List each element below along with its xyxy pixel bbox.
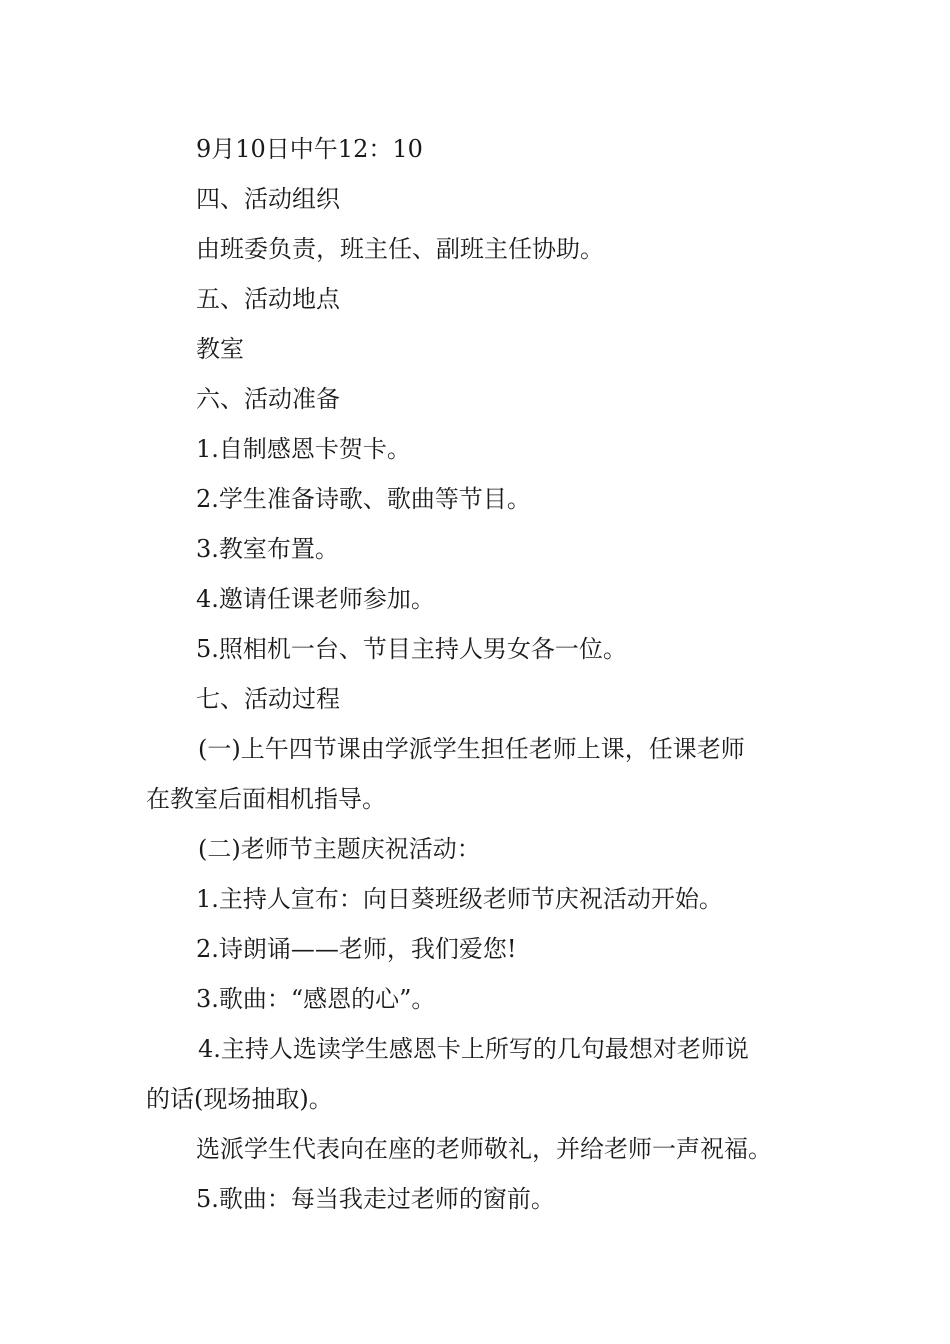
document-body bbox=[146, 124, 810, 1224]
time-line: 9月10日中午12：10 bbox=[196, 135, 423, 163]
paragraph-salute: 选派学生代表向在座的老师敬礼，并给老师一声祝福。 bbox=[196, 1135, 772, 1163]
list-item-process-4-cont: 的话(现场抽取)。 bbox=[146, 1085, 333, 1113]
list-item-process-1: 1.主持人宣布：向日葵班级老师节庆祝活动开始。 bbox=[196, 885, 723, 913]
paragraph-process-1-cont: 在教室后面相机指导。 bbox=[146, 785, 386, 813]
list-item-process-5: 5.歌曲：每当我走过老师的窗前。 bbox=[196, 1185, 555, 1213]
section-heading-process: 七、活动过程 bbox=[196, 685, 340, 713]
list-item-preparation-3: 3.教室布置。 bbox=[196, 535, 339, 563]
list-item-process-3: 3.歌曲：“感恩的心”。 bbox=[196, 985, 436, 1013]
section-heading-preparation: 六、活动准备 bbox=[196, 385, 340, 413]
list-item-preparation-5: 5.照相机一台、节目主持人男女各一位。 bbox=[196, 635, 627, 663]
paragraph-process-2: (二)老师节主题庆祝活动： bbox=[198, 835, 481, 863]
paragraph-organization: 由班委负责，班主任、副班主任协助。 bbox=[196, 235, 604, 263]
section-heading-organization: 四、活动组织 bbox=[196, 185, 340, 213]
list-item-process-4: 4.主持人选读学生感恩卡上所写的几句最想对老师说 bbox=[198, 1035, 749, 1063]
list-item-preparation-1: 1.自制感恩卡贺卡。 bbox=[196, 435, 411, 463]
list-item-preparation-2: 2.学生准备诗歌、歌曲等节目。 bbox=[196, 485, 531, 513]
paragraph-process-1: (一)上午四节课由学派学生担任老师上课，任课老师 bbox=[198, 735, 745, 763]
section-heading-location: 五、活动地点 bbox=[196, 285, 340, 313]
list-item-preparation-4: 4.邀请任课老师参加。 bbox=[196, 585, 435, 613]
list-item-process-2: 2.诗朗诵——老师，我们爱您! bbox=[196, 935, 517, 963]
paragraph-location: 教室 bbox=[196, 335, 244, 363]
